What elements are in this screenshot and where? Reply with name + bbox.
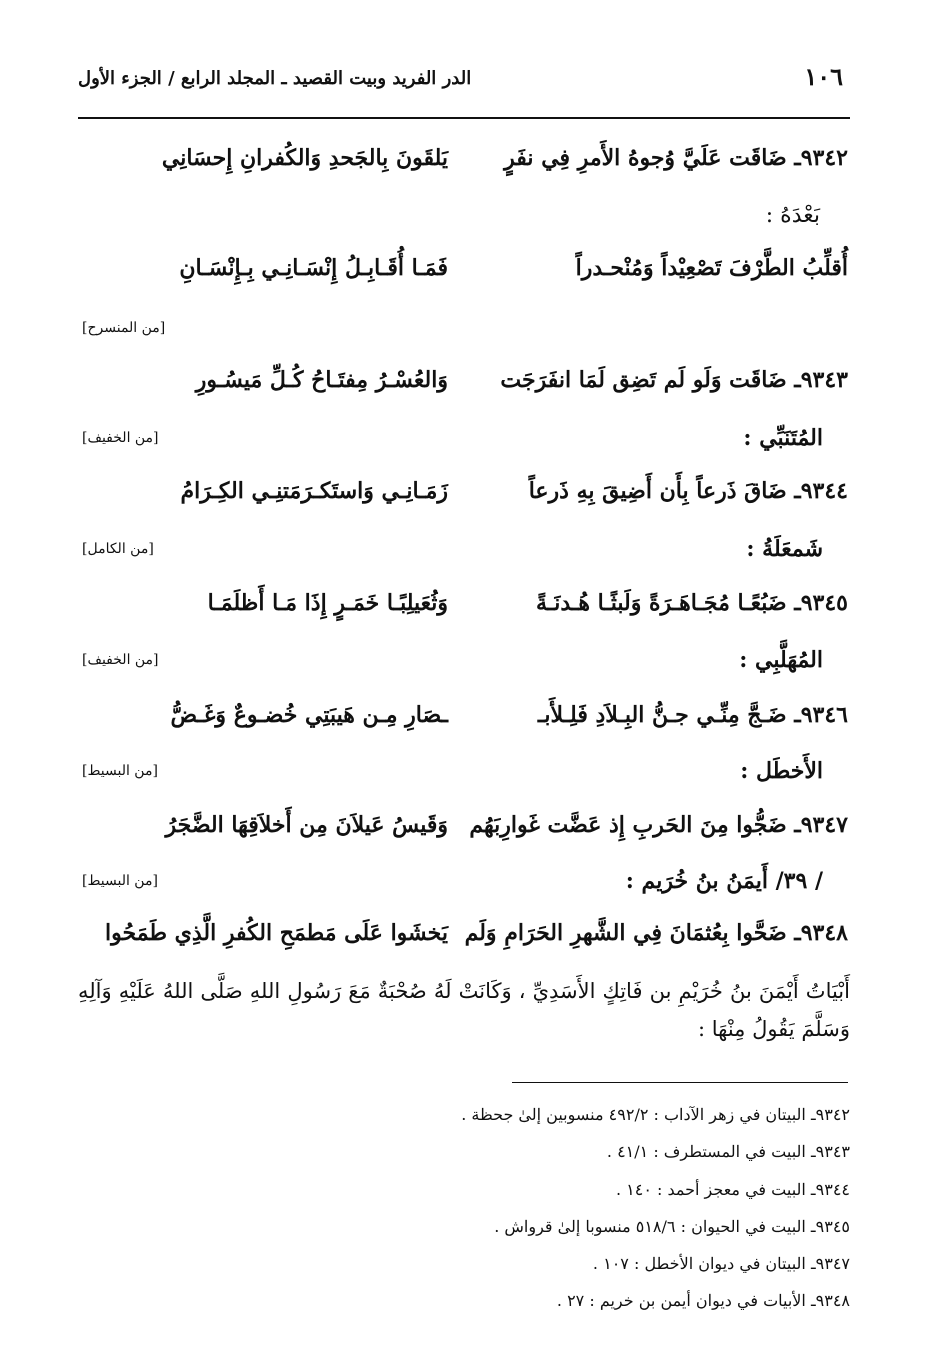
verse-9348-second-hemistich: يَخشَوا عَلَى مَطمَحِ الكُفرِ الَّذِي طَمَحُوا <box>105 920 448 946</box>
meter-label: [من البسيط] <box>82 873 158 889</box>
footnote: ٩٣٤٧ـ البيتان في ديوان الأخطل : ١٠٧ . <box>592 1254 850 1273</box>
verse-9347-second-hemistich: وَقَيسُ عَيلاَنَ مِن أَخلاَقِهَا الضَّجَرُ <box>165 812 448 838</box>
verse-9347-first-hemistich: ٩٣٤٧ـ ضَجُّوا مِنَ الحَربِ إِذ عَضَّت غَوارِبَهُم <box>469 812 848 838</box>
footnote: ٩٣٤٨ـ الأبيات في ديوان أيمن بن خريم : ٢٧ . <box>556 1291 850 1310</box>
verse-9344-first-hemistich: ٩٣٤٤ـ ضَاقَ ذَرعاً بِأَن أَضِيقَ بِهِ ذَرعاً <box>528 478 848 504</box>
poet-attribution: المُتَنَبِّي : <box>743 425 823 451</box>
verse-9346-first-hemistich: ٩٣٤٦ـ ضَـجَّ مِنِّـي جـنُّ البِـلاَدِ فَلِـلأَبـ <box>537 702 848 728</box>
poet-attribution: المُهَلَّبِي : <box>739 647 823 673</box>
footnote-divider <box>512 1082 848 1083</box>
footnote: ٩٣٤٢ـ البيتان في زهر الآداب : ٤٩٢/٢ منسوبين إلىٰ جحظة . <box>461 1105 850 1124</box>
poet-attribution: شَمعَلَةُ : <box>746 536 823 562</box>
page-number: ١٠٦ <box>804 62 843 91</box>
verse-9344-second-hemistich: زَمَـانِـي وَاستَكـرَمَتنِـي الكِـرَامُ <box>180 478 448 504</box>
verse-9345-first-hemistich: ٩٣٤٥ـ ضَبُعًـا مُجَـاهَـرَةً وَلَبثًـا هُـدنَـةً <box>536 590 848 616</box>
running-title: الدر الفريد وبيت القصيد ـ المجلد الرابع / الجزء الأول <box>78 68 472 89</box>
meter-label: [من البسيط] <box>82 763 158 779</box>
verse-9343-first-hemistich: ٩٣٤٣ـ ضَاقَت وَلَو لَم تَضِق لَمَا انفَرَجَت <box>500 367 848 393</box>
footnote: ٩٣٤٣ـ البيت في المستطرف : ٤١/١ . <box>606 1142 850 1161</box>
meter-label: [من الكامل] <box>82 541 154 557</box>
verse-9346-second-hemistich: ـصَارِ مِـن هَيبَتِي خُضـوعٌ وَغَـضُّ <box>170 702 448 728</box>
verse-9342b-first-hemistich: أُقلِّبُ الطَّرْفَ تَصْعِيْداً وَمُنْحـدراً <box>575 255 848 281</box>
meter-label: [من الخفيف] <box>82 652 159 668</box>
meter-label: [من الخفيف] <box>82 430 159 446</box>
verse-9348-first-hemistich: ٩٣٤٨ـ ضَحَّوا بِعُثمَانَ فِي الشَّهرِ الحَرَامِ وَلَم <box>464 920 848 946</box>
verse-9343-second-hemistich: وَالعُسْـرُ مِفتَـاحُ كُـلِّ مَيسُـورِ <box>195 367 448 393</box>
verse-9342-second-hemistich: يَلقَونَ بِالجَحدِ وَالكُفرانِ إِحسَانِي <box>161 145 448 171</box>
attribution-line: بَعْدَهُ : <box>765 203 820 228</box>
footnote: ٩٣٤٥ـ البيت في الحيوان : ٥١٨/٦ منسوبا إلىٰ قرواش . <box>494 1217 850 1236</box>
footnote: ٩٣٤٤ـ البيت في معجز أحمد : ١٤٠ . <box>615 1180 850 1199</box>
poet-attribution: الأَخطَل : <box>740 758 823 784</box>
meter-label: [من المنسرح] <box>82 320 166 336</box>
header-divider <box>78 117 850 119</box>
verse-9342-first-hemistich: ٩٣٤٢ـ ضَاقَت عَلَيَّ وُجوهُ الأَمرِ فِي نفَرٍ <box>504 145 848 171</box>
prose-paragraph: أَبْيَاتُ أَيْمَنَ بنُ خُرَيْمِ بن فَاتِكٍ الأَسَدِيِّ ، وَكَانَتْ لَهُ صُحْبَةٌ مَعَ رَسُولِ اللهِ صَلَّى اللهُ عَلَيْهِ وَآلِهِ وَسَلَّمَ يَقُولُ مِنْهَا : <box>78 979 850 1041</box>
verse-9342b-second-hemistich: فَمَـا أُقَـابِـلُ إِنْسَـانِـي بِـإِنْسَـانِ <box>179 255 448 281</box>
poet-attribution: / ٣٩/ أَيمَنُ بنُ خُرَيم : <box>625 868 823 894</box>
verse-9345-second-hemistich: وَثُعَيلِبًـا خَمَـرٍ إِذَا مَـا أَظلَمَـا <box>207 590 448 616</box>
